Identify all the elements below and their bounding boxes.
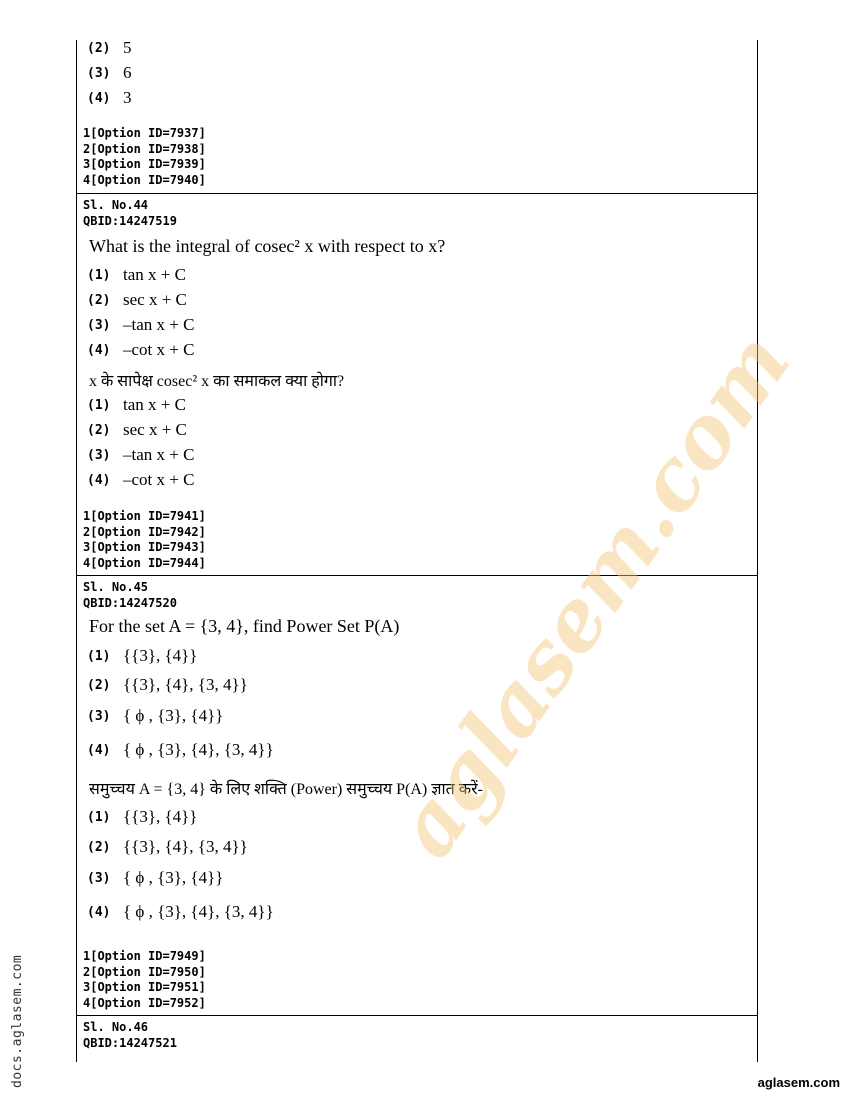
q43-option-3	[87, 62, 132, 84]
q44-hi-option-1	[87, 394, 186, 416]
option-id: 4[Option ID=7952]	[83, 995, 206, 1010]
option-number: (4)	[87, 342, 111, 358]
option-text: 6	[123, 63, 132, 82]
q44-option-ids	[83, 509, 206, 571]
side-url: docs.aglasem.com	[10, 954, 25, 1088]
q44-en-option-4	[87, 339, 194, 361]
option-text: –tan x + C	[123, 315, 195, 334]
q45-question-en: For the set A = {3, 4}, find Power Set P(A)	[89, 616, 400, 636]
option-id: 4[Option ID=7940]	[83, 172, 206, 187]
option-number: (1)	[87, 397, 111, 413]
q45-hi-option-3	[87, 867, 223, 889]
qbid: QBID:14247521	[83, 1035, 177, 1050]
q45-hi-option-2	[87, 836, 248, 858]
q44-en-option-3	[87, 314, 194, 336]
option-text: { ϕ , {3}, {4}, {3, 4}}	[123, 740, 274, 759]
option-text: sec x + C	[123, 420, 187, 439]
option-id: 2[Option ID=7950]	[83, 964, 206, 979]
option-id: 3[Option ID=7951]	[83, 980, 206, 994]
option-id: 1[Option ID=7937]	[83, 126, 206, 140]
serial-number: Sl. No.46	[83, 1020, 149, 1034]
q44-question-en: What is the integral of cosec² x with respect to x?	[89, 236, 446, 256]
option-text: 3	[123, 88, 132, 107]
option-number: (1)	[87, 267, 111, 283]
option-text: sec x + C	[123, 290, 187, 309]
footer-brand: aglasem.com	[757, 1075, 840, 1090]
option-number: (4)	[87, 742, 111, 758]
qbid: QBID:14247519	[83, 213, 177, 228]
q45-header	[83, 580, 177, 611]
q45-hi-option-4	[87, 901, 274, 923]
option-text: 5	[123, 38, 132, 57]
q44-question-hi: x के सापेक्ष cosec² x का समाकल क्या होगा?	[89, 373, 345, 390]
q45-en-option-1	[87, 645, 197, 667]
q45-en-option-3	[87, 705, 223, 727]
q45-option-ids	[83, 949, 206, 1011]
option-number: (4)	[87, 472, 111, 488]
q44-header	[83, 198, 177, 229]
option-text: –cot x + C	[123, 340, 195, 359]
option-number: (4)	[87, 90, 111, 106]
option-number: (3)	[87, 708, 111, 724]
option-text: { ϕ , {3}, {4}}	[123, 706, 224, 725]
option-number: (3)	[87, 317, 111, 333]
option-number: (1)	[87, 809, 111, 825]
option-text: –tan x + C	[123, 445, 195, 464]
q43-option-2	[87, 37, 132, 59]
q45-hi-option-1	[87, 806, 197, 828]
q44-en-option-1	[87, 264, 186, 286]
q44-hi-option-4	[87, 469, 194, 491]
option-number: (1)	[87, 648, 111, 664]
q44-hi-option-3	[87, 444, 194, 466]
qbid: QBID:14247520	[83, 595, 177, 610]
option-id: 2[Option ID=7942]	[83, 524, 206, 539]
option-id: 2[Option ID=7938]	[83, 141, 206, 156]
option-id: 3[Option ID=7939]	[83, 157, 206, 171]
option-text: {{3}, {4}, {3, 4}}	[123, 837, 248, 856]
option-id: 1[Option ID=7949]	[83, 949, 206, 963]
q44-en-option-2	[87, 289, 187, 311]
option-number: (2)	[87, 40, 111, 56]
option-text: –cot x + C	[123, 470, 195, 489]
q44-hi-option-2	[87, 419, 187, 441]
option-text: {{3}, {4}}	[123, 807, 198, 826]
option-text: {{3}, {4}}	[123, 646, 198, 665]
option-number: (3)	[87, 870, 111, 886]
q43-option-4	[87, 87, 132, 109]
option-text: tan x + C	[123, 265, 186, 284]
option-text: tan x + C	[123, 395, 186, 414]
option-id: 3[Option ID=7943]	[83, 540, 206, 554]
divider	[77, 1015, 757, 1016]
option-id: 1[Option ID=7941]	[83, 509, 206, 523]
option-number: (2)	[87, 839, 111, 855]
q45-question-hi: समुच्चय A = {3, 4} के लिए शक्ति (Power) समुच्चय P(A) ज्ञात करें-	[89, 781, 483, 798]
option-text: { ϕ , {3}, {4}, {3, 4}}	[123, 902, 274, 921]
option-id: 4[Option ID=7944]	[83, 555, 206, 570]
option-number: (2)	[87, 422, 111, 438]
q43-option-ids	[83, 126, 206, 188]
q46-header	[83, 1020, 177, 1051]
option-number: (3)	[87, 65, 111, 81]
watermark: aglasem.com	[375, 314, 809, 875]
option-number: (4)	[87, 904, 111, 920]
option-text: {{3}, {4}, {3, 4}}	[123, 675, 248, 694]
divider	[77, 193, 757, 194]
option-number: (3)	[87, 447, 111, 463]
option-number: (2)	[87, 677, 111, 693]
q45-en-option-2	[87, 674, 248, 696]
serial-number: Sl. No.44	[83, 198, 149, 212]
option-number: (2)	[87, 292, 111, 308]
q45-en-option-4	[87, 739, 274, 761]
serial-number: Sl. No.45	[83, 580, 149, 594]
option-text: { ϕ , {3}, {4}}	[123, 868, 224, 887]
